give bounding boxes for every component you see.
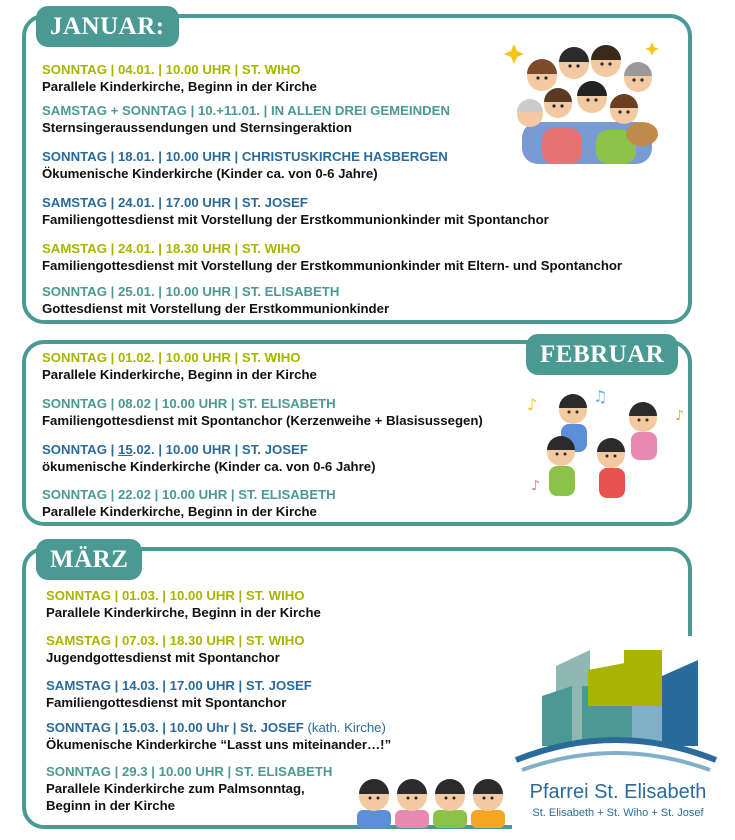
event-item: SAMSTAG | 24.01. | 17.00 UHR | ST. JOSEF Familiengottesdienst mit Vorstellung der Erstkommunionkinder mit Spontanchor: [42, 195, 549, 227]
svg-text:♫: ♫: [593, 387, 608, 406]
event-item: SONNTAG | 29.3 | 10.00 UHR | ST. ELISABETH Parallele Kinderkirche zum Palmsonntag, Beginn in der Kirche: [46, 764, 333, 813]
svg-text:♪: ♪: [527, 395, 538, 414]
event-item: SAMSTAG | 24.01. | 18.30 UHR | ST. WIHO Familiengottesdienst mit Vorstellung der Erstkommunionkinder mit Eltern- und Spontanchor: [42, 241, 623, 273]
dancing-kids-illustration: [525, 380, 685, 510]
february-title: FEBRUAR: [526, 334, 678, 375]
event-item: SONNTAG | 18.01. | 10.00 UHR | CHRISTUSKIRCHE HASBERGEN Ökumenische Kinderkirche (Kinder ca. von 0-6 Jahre): [42, 149, 448, 181]
parish-name: Pfarrei St. Elisabeth: [529, 781, 707, 803]
event-item: SAMSTAG + SONNTAG | 10.+11.01. | IN ALLEN DREI GEMEINDEN Sternsingeraussendungen und Sternsingeraktion: [42, 103, 450, 135]
event-item: SONNTAG | 01.02. | 10.00 UHR | ST. WIHO Parallele Kinderkirche, Beginn in der Kirche: [42, 350, 317, 382]
event-item: SONNTAG | 08.02 | 10.00 UHR | ST. ELISABETH Familiengottesdienst mit Spontanchor (Kerzenweihe + Blasisussegen): [42, 396, 483, 428]
event-item: SONNTAG | 15.03. | 10.00 Uhr | St. JOSEF (kath. Kirche) Ökumenische Kinderkirche “Lasst uns miteinander…!”: [46, 720, 392, 752]
svg-text:♪: ♪: [675, 408, 684, 424]
march-title: MÄRZ: [36, 539, 142, 580]
event-item: SONNTAG | 22.02 | 10.00 UHR | ST. ELISABETH Parallele Kinderkirche, Beginn in der Kirche: [42, 487, 336, 519]
event-item: SONNTAG | 15.02. | 10.00 UHR | ST. JOSEF ökumenische Kinderkirche (Kinder ca. von 0-6 Jahre): [42, 442, 376, 474]
event-item: SAMSTAG | 07.03. | 18.30 UHR | ST. WIHO Jugendgottesdienst mit Spontanchor: [46, 633, 305, 665]
parish-logo-graphic: [512, 636, 720, 776]
event-item: SONNTAG | 01.03. | 10.00 UHR | ST. WIHO Parallele Kinderkirche, Beginn in der Kirche: [46, 588, 321, 620]
crowd-illustration: [502, 34, 670, 164]
event-item: SONNTAG | 25.01. | 10.00 UHR | ST. ELISABETH Gottesdienst mit Vorstellung der Erstkommunionkinder: [42, 284, 390, 316]
kids-faces-illustration: [355, 772, 515, 828]
event-item: SAMSTAG | 14.03. | 17.00 UHR | ST. JOSEF Familiengottesdienst mit Spontanchor: [46, 678, 312, 710]
event-item: SONNTAG | 04.01. | 10.00 UHR | ST. WIHO Parallele Kinderkirche, Beginn in der Kirche: [42, 62, 317, 94]
parish-subtitle: St. Elisabeth + St. Wiho + St. Josef: [532, 807, 704, 819]
svg-text:♪: ♪: [531, 478, 540, 494]
january-title: JANUAR:: [36, 6, 179, 47]
parish-logo: [512, 636, 720, 832]
